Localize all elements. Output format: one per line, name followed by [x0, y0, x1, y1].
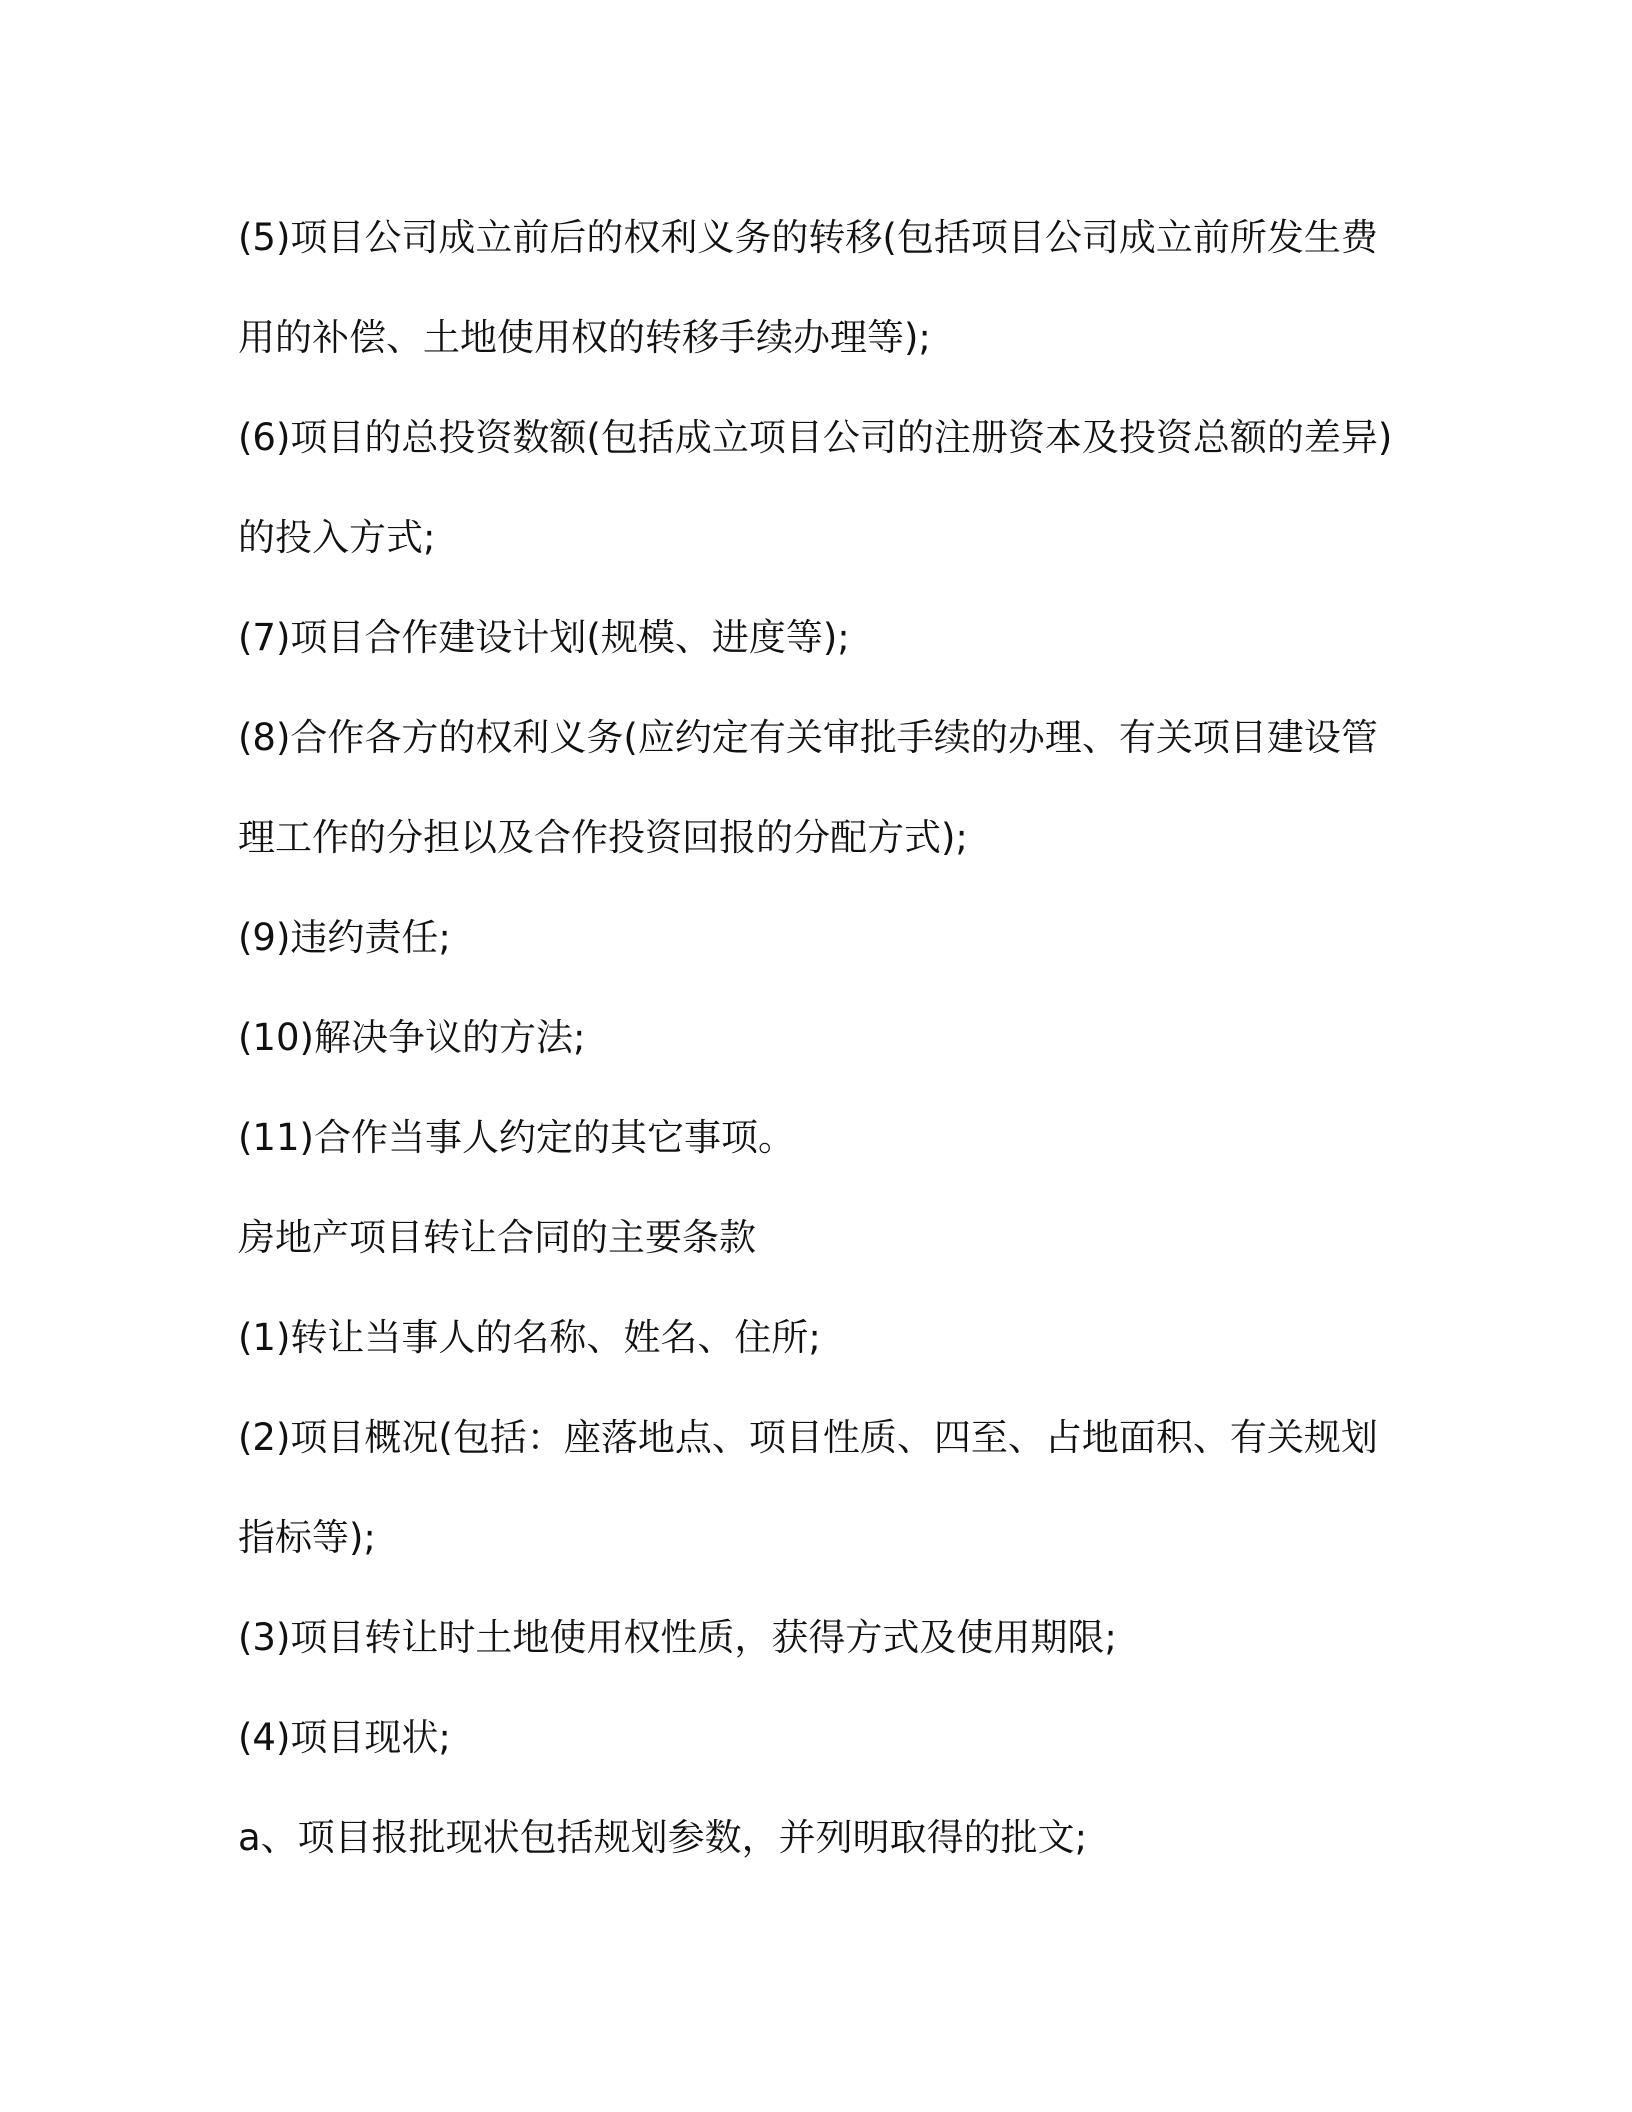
text-line: 指标等);: [238, 1516, 376, 1559]
text-line: 用的补偿、土地使用权的转移手续办理等);: [238, 316, 931, 359]
text-line: 理工作的分担以及合作投资回报的分配方式);: [238, 816, 968, 859]
section-heading: 房地产项目转让合同的主要条款: [238, 1216, 756, 1259]
text-line: (4)项目现状;: [238, 1716, 451, 1759]
text-line: (1)转让当事人的名称、姓名、住所;: [238, 1316, 821, 1359]
text-line: (3)项目转让时土地使用权性质，获得方式及使用期限;: [238, 1616, 1117, 1659]
document-body: [238, 188, 1418, 1888]
text-line: (10)解决争议的方法;: [238, 1016, 586, 1059]
text-line: (7)项目合作建设计划(规模、进度等);: [238, 616, 850, 659]
text-line: (6)项目的总投资数额(包括成立项目公司的注册资本及投资总额的差异): [238, 416, 1393, 459]
text-line: (8)合作各方的权利义务(应约定有关审批手续的办理、有关项目建设管: [238, 716, 1378, 759]
text-line: (9)违约责任;: [238, 916, 451, 959]
text-line: (11)合作当事人约定的其它事项。: [238, 1116, 795, 1159]
text-line: (2)项目概况(包括：座落地点、项目性质、四至、占地面积、有关规划: [238, 1416, 1378, 1459]
text-line: a、项目报批现状包括规划参数，并列明取得的批文;: [238, 1816, 1088, 1859]
text-line: (5)项目公司成立前后的权利义务的转移(包括项目公司成立前所发生费: [238, 216, 1378, 259]
text-line: 的投入方式;: [238, 516, 436, 559]
